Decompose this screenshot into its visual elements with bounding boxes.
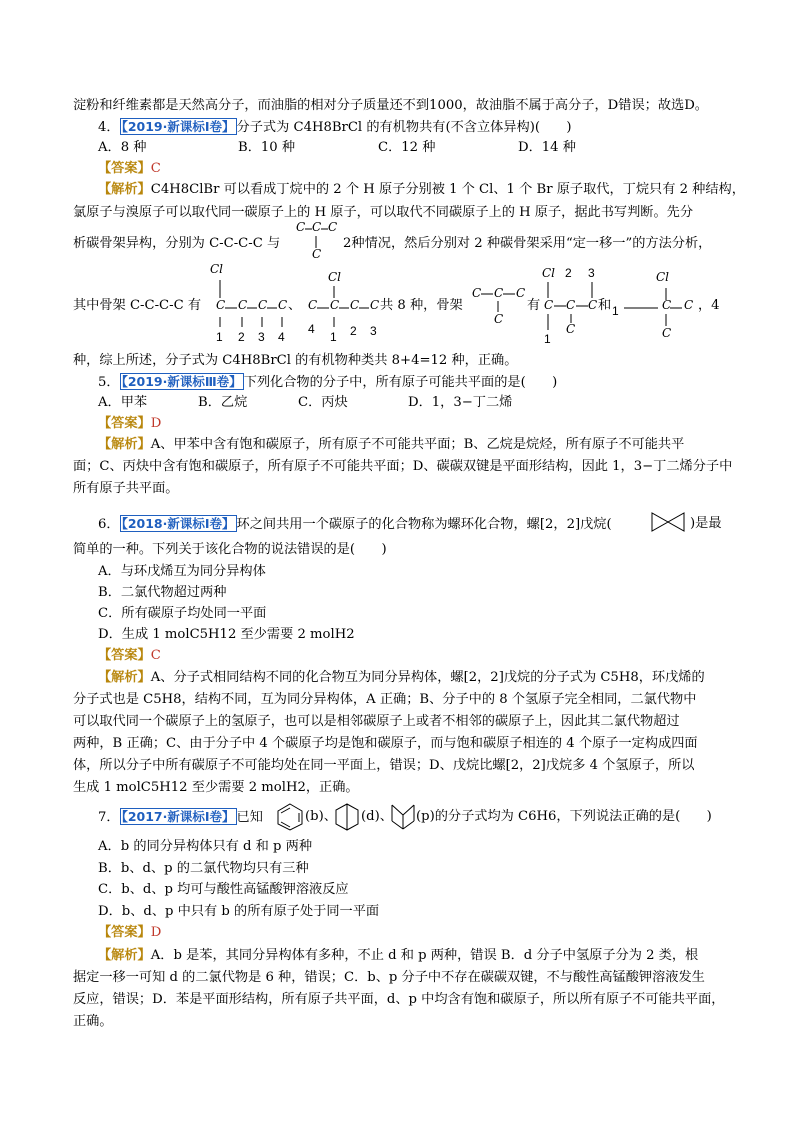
atom-c: C — [258, 298, 268, 312]
source-tag: 【2018·新课标Ⅰ卷】 — [121, 516, 235, 531]
option-d: D．14 种 — [518, 140, 576, 155]
bond-lines — [296, 220, 356, 260]
label-b: (b)、 — [305, 809, 337, 824]
analysis-label: 【解析】 — [98, 182, 151, 197]
analysis-5-line-3: 所有原子共平面。 — [73, 481, 179, 496]
analysis-label: 【解析】 — [98, 948, 151, 963]
answer-5 — [98, 414, 161, 434]
analysis-4-line-4a: 其中骨架 C-C-C-C 有 — [73, 298, 202, 313]
label-p: (p)的分子式均为 C6H6，下列说法正确的是( ) — [416, 809, 712, 824]
atom-c: C — [216, 298, 226, 312]
analysis-6-line-3: 可以取代同一个碳原子上的氢原子，也可以是相邻碳原子上或者不相邻的碳原子上，因此其二氯代物超过 — [73, 714, 680, 729]
option-b: B．乙烷 — [198, 395, 248, 410]
answer-value: D — [150, 925, 162, 940]
answer-value: C — [150, 161, 161, 176]
position-number: 4 — [278, 330, 285, 344]
atom-c: C — [350, 298, 360, 312]
question-4 — [98, 117, 572, 138]
answer-7 — [98, 923, 161, 943]
analysis-7-line-2: 据定一移一可知 d 的二氯代物是 6 种，错误；C．b、p 分子中不存在碳碳双键，不与酸性高锰酸钾溶液发生 — [73, 970, 705, 985]
analysis-text: A．b 是苯，其同分异构体有多种，不止 d 和 p 两种，错误 B．d 分子中氢原子分为 2 类，根 — [150, 948, 699, 963]
position-number: 3 — [588, 266, 595, 280]
option-c: C．所有碳原子均处同一平面 — [98, 606, 267, 621]
position-number: 2 — [350, 324, 357, 338]
answer-label: 【答案】 — [98, 648, 151, 663]
analysis-6-line-2: 分子式也是 C5H8，结构不同，互为同分异构体，A 正确；B、分子中的 8 个氢原子完全相同，二氯代物中 — [73, 692, 697, 707]
position-number: 2 — [565, 266, 572, 280]
atom-c: C — [494, 286, 504, 300]
option-d: D．1，3−丁二烯 — [408, 395, 513, 410]
atom-c: C — [238, 298, 248, 312]
analysis-text: A、甲苯中含有饱和碳原子，所有原子不可能共平面；B、乙烷是烷烃，所有原子不可能共平 — [150, 437, 685, 452]
analysis-text: C4H8ClBr 可以看成丁烷中的 2 个 H 原子分别被 1 个 Cl、1 个 Br 原子取代，丁烷只有 2 种结构， — [150, 182, 745, 197]
question-6-stem-2: 简单的一种。下列关于该化合物的说法错误的是( ) — [73, 542, 387, 557]
position-number: 3 — [258, 330, 265, 344]
atom-c: C — [312, 220, 322, 234]
analysis-7-line-4: 正确。 — [73, 1014, 113, 1029]
analysis-5-line-2: 面；C、丙炔中含有饱和碳原子，所有原子不可能共平面；D、碳碳双键是平面形结构，因此 1，3−丁二烯分子中 — [73, 459, 733, 474]
option-b: B．10 种 — [238, 140, 296, 155]
answer-value: C — [150, 648, 161, 663]
analysis-label: 【解析】 — [98, 670, 151, 685]
spiropentane-structure — [650, 511, 690, 533]
option-b: B．二氯代物超过两种 — [98, 585, 227, 600]
question-number: 5． — [98, 375, 120, 390]
answer-4 — [98, 159, 161, 179]
answer-6 — [98, 646, 161, 666]
analysis-7-line-1 — [98, 946, 698, 966]
atom-cl: Cl — [656, 270, 670, 284]
option-a: A．甲苯 — [98, 395, 148, 410]
answer-label: 【答案】 — [98, 416, 151, 431]
answer-label: 【答案】 — [98, 925, 151, 940]
position-number: 4 — [308, 322, 315, 336]
bond-lines — [300, 270, 390, 330]
source-tag: 【2019·新课标Ⅲ卷】 — [121, 374, 242, 389]
atom-c: C — [494, 312, 504, 326]
option-a: A．与环戊烯互为同分异构体 — [98, 564, 266, 579]
atom-c: C — [566, 322, 576, 336]
position-number: 3 — [370, 324, 377, 338]
question-5 — [98, 372, 557, 393]
analysis-text: A、分子式相同结构不同的化合物互为同分异构体，螺[2，2]戊烷的分子式为 C5H8，环戊烯的 — [150, 670, 705, 685]
analysis-label: 【解析】 — [98, 437, 151, 452]
question-stem: 已知 — [236, 810, 263, 825]
atom-c: C — [544, 298, 554, 312]
analysis-4-line-4e: 和 — [598, 298, 612, 313]
question-stem: 下列化合物的分子中，所有原子可能共平面的是( ) — [243, 375, 558, 390]
atom-cl: Cl — [210, 262, 224, 276]
analysis-6-line-5: 体，所以分子中所有碳原子不可能均处在同一平面上，错误；D、戊烷比螺[2，2]戊烷多 4 个氢原子，所以 — [73, 758, 695, 773]
atom-c: C — [296, 220, 306, 234]
analysis-6-line-4: 两种，B 正确；C、由于分子中 4 个碳原子均是饱和碳原子，而与饱和碳原子相连的 4 个原子一定构成四面 — [73, 736, 698, 751]
question-stem: 分子式为 C4H8BrCl 的有机物共有(不含立体异构)( ) — [236, 120, 572, 135]
analysis-5-line-1 — [98, 435, 684, 455]
question-number: 7． — [98, 810, 120, 825]
option-a: A．b 的同分异构体只有 d 和 p 两种 — [98, 839, 313, 854]
option-d: D．b、d、p 中只有 b 的所有原子处于同一平面 — [98, 904, 380, 919]
atom-c: C — [566, 298, 576, 312]
atom-c: C — [588, 298, 598, 312]
position-number: 2 — [238, 330, 245, 344]
atom-c: C — [516, 286, 526, 300]
top-line: 淀粉和纤维素都是天然高分子，而油脂的相对分子质量还不到1000，故油脂不属于高分子，D错误；故选D。 — [73, 98, 708, 113]
comma: 、 — [288, 298, 302, 313]
label-d: (d)、 — [361, 809, 393, 824]
source-tag: 【2019·新课标Ⅰ卷】 — [121, 119, 235, 134]
position-number: 1 — [216, 330, 223, 344]
atom-c: C — [330, 298, 340, 312]
question-7 — [98, 807, 263, 828]
analysis-4-line-3b: 2种情况，然后分别对 2 种碳骨架采用“定一移一”的方法分析， — [343, 236, 712, 251]
bond-lines — [210, 270, 300, 330]
atom-cl: Cl — [328, 270, 342, 284]
benzene-structure — [276, 803, 304, 831]
analysis-6-line-6: 生成 1 molC5H12 至少需要 2 molH2，正确。 — [73, 780, 359, 795]
atom-c: C — [472, 286, 482, 300]
position-number: 1 — [544, 332, 551, 346]
question-5-options — [98, 393, 512, 413]
analysis-4-line-1 — [98, 180, 745, 200]
option-c: C．丙炔 — [298, 395, 348, 410]
option-d: D．生成 1 molC5H12 至少需要 2 molH2 — [98, 627, 355, 642]
analysis-4-line-4c: 共 8 种，骨架 — [380, 298, 463, 313]
question-4-options — [98, 138, 576, 158]
prismane-structure — [390, 803, 416, 831]
analysis-4-line-4d: 有 — [527, 298, 541, 313]
position-number: 1 — [330, 330, 337, 344]
analysis-4-line-3a: 析碳骨架异构，分别为 C-C-C-C 与 — [73, 236, 281, 251]
atom-cl: Cl — [542, 266, 556, 280]
source-tag: 【2017·新课标Ⅰ卷】 — [121, 809, 235, 824]
option-a: A．8 种 — [98, 140, 147, 155]
atom-c: C — [328, 220, 338, 234]
position-number: 1 — [612, 304, 619, 318]
atom-c: C — [370, 298, 380, 312]
option-b: B．b、d、p 的二氯代物均只有三种 — [98, 861, 309, 876]
atom-c: C — [662, 326, 672, 340]
answer-value: D — [150, 416, 162, 431]
analysis-7-line-3: 反应，错误；D．苯是平面形结构，所有原子共平面，d、p 中均含有饱和碳原子，所以所有原子不可能共平面， — [73, 992, 725, 1007]
atom-c: C — [684, 298, 694, 312]
dewar-benzene-structure — [334, 803, 360, 831]
question-number: 6． — [98, 517, 120, 532]
bond-lines — [470, 284, 530, 324]
question-number: 4． — [98, 120, 120, 135]
question-6-stem-end: )是最 — [690, 516, 722, 531]
atom-c: C — [662, 298, 672, 312]
option-c: C．b、d、p 均可与酸性高锰酸钾溶液反应 — [98, 882, 349, 897]
answer-label: 【答案】 — [98, 161, 151, 176]
atom-c: C — [308, 298, 318, 312]
question-6 — [98, 514, 612, 535]
question-stem: 环之间共用一个碳原子的化合物称为螺环化合物，螺[2，2]戊烷( — [236, 517, 612, 532]
analysis-4-line-5: 种，综上所述，分子式为 C4H8BrCl 的有机物种类共 8+4=12 种，正确。 — [73, 353, 518, 368]
atom-c: C — [278, 298, 288, 312]
option-c: C．12 种 — [378, 140, 436, 155]
analysis-4-line-4f: ，4 — [698, 298, 720, 313]
atom-c: C — [312, 247, 322, 261]
analysis-4-line-2: 氯原子与溴原子可以取代同一碳原子上的 H 原子，可以取代不同碳原子上的 H 原子，据此书写判断。先分 — [73, 205, 694, 220]
analysis-6-line-1 — [98, 668, 705, 688]
